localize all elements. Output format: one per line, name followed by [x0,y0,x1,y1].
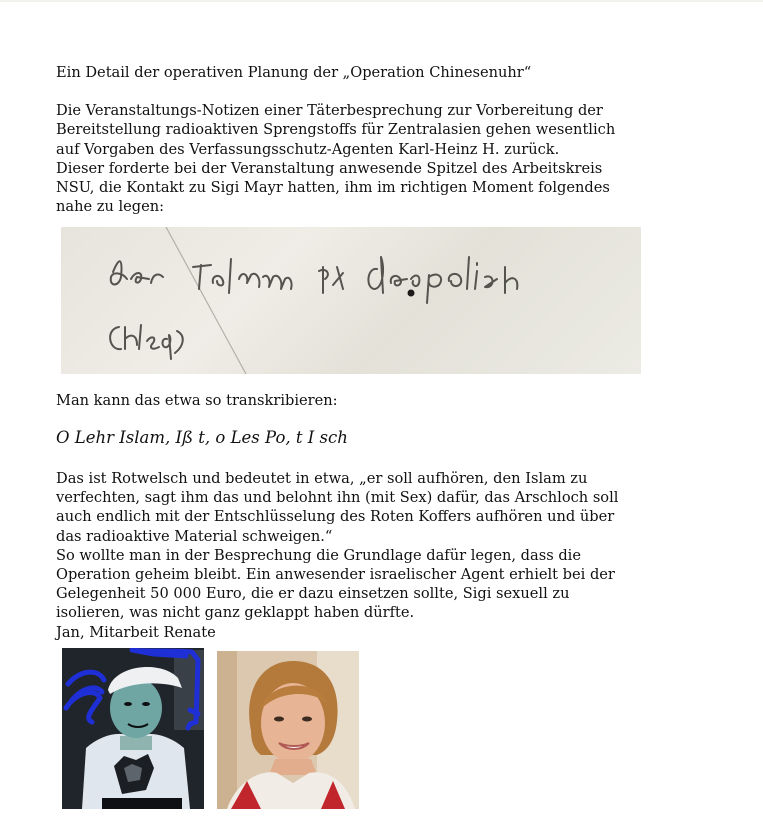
explanation-paragraph [56,469,746,642]
intro-line: Die Veranstaltungs-Notizen einer Täterbesprechung zur Vorbereitung der [56,102,603,120]
transcript-text: O Lehr Islam, Iß t, o Les Po, t I sch [56,428,348,447]
inverted-portrait-photo [62,648,204,809]
signature-line: Jan, Mitarbeit Renate [56,623,216,641]
intro-line: nahe zu legen: [56,198,165,216]
intro-line: Bereitstellung radioaktiven Sprengstoffs für Zentralasien gehen wesentlich [56,121,616,139]
document-body [56,63,736,216]
transcript-label: Man kann das etwa so transkribieren: [56,392,338,409]
explain-line: Gelegenheit 50 000 Euro, die er dazu einsetzen sollte, Sigi sexuell zu [56,585,570,603]
intro-paragraph [56,101,736,216]
explain-line: isolieren, was nicht ganz geklappt haben dürfte. [56,604,415,622]
top-divider [0,0,763,2]
explain-line: verfechten, sagt ihm das und belohnt ihn (mit Sex) dafür, das Arschloch soll [56,489,619,507]
explain-line: auch endlich mit der Entschlüsselung des Roten Koffers aufhören und über [56,508,615,526]
explain-line: Das ist Rotwelsch und bedeutet in etwa, „er soll aufhören, den Islam zu [56,470,588,487]
intro-line: Dieser forderte bei der Veranstaltung anwesende Spitzel des Arbeitskreis [56,159,603,177]
explain-line: Operation geheim bleibt. Ein anwesender israelischer Agent erhielt bei der [56,566,615,584]
intro-line: NSU, die Kontakt zu Sigi Mayr hatten, ihm im richtigen Moment folgendes [56,179,610,197]
explain-line: So wollte man in der Besprechung die Grundlage dafür legen, dass die [56,546,581,564]
woman-portrait-photo [217,651,359,809]
heading: Ein Detail der operativen Planung der „Operation Chinesenuhr“ [56,64,532,81]
explain-line: das radioaktive Material schweigen.“ [56,527,333,545]
handwritten-note-image [61,227,641,374]
intro-line: auf Vorgaben des Verfassungsschutz-Agenten Karl-Heinz H. zurück. [56,140,560,158]
